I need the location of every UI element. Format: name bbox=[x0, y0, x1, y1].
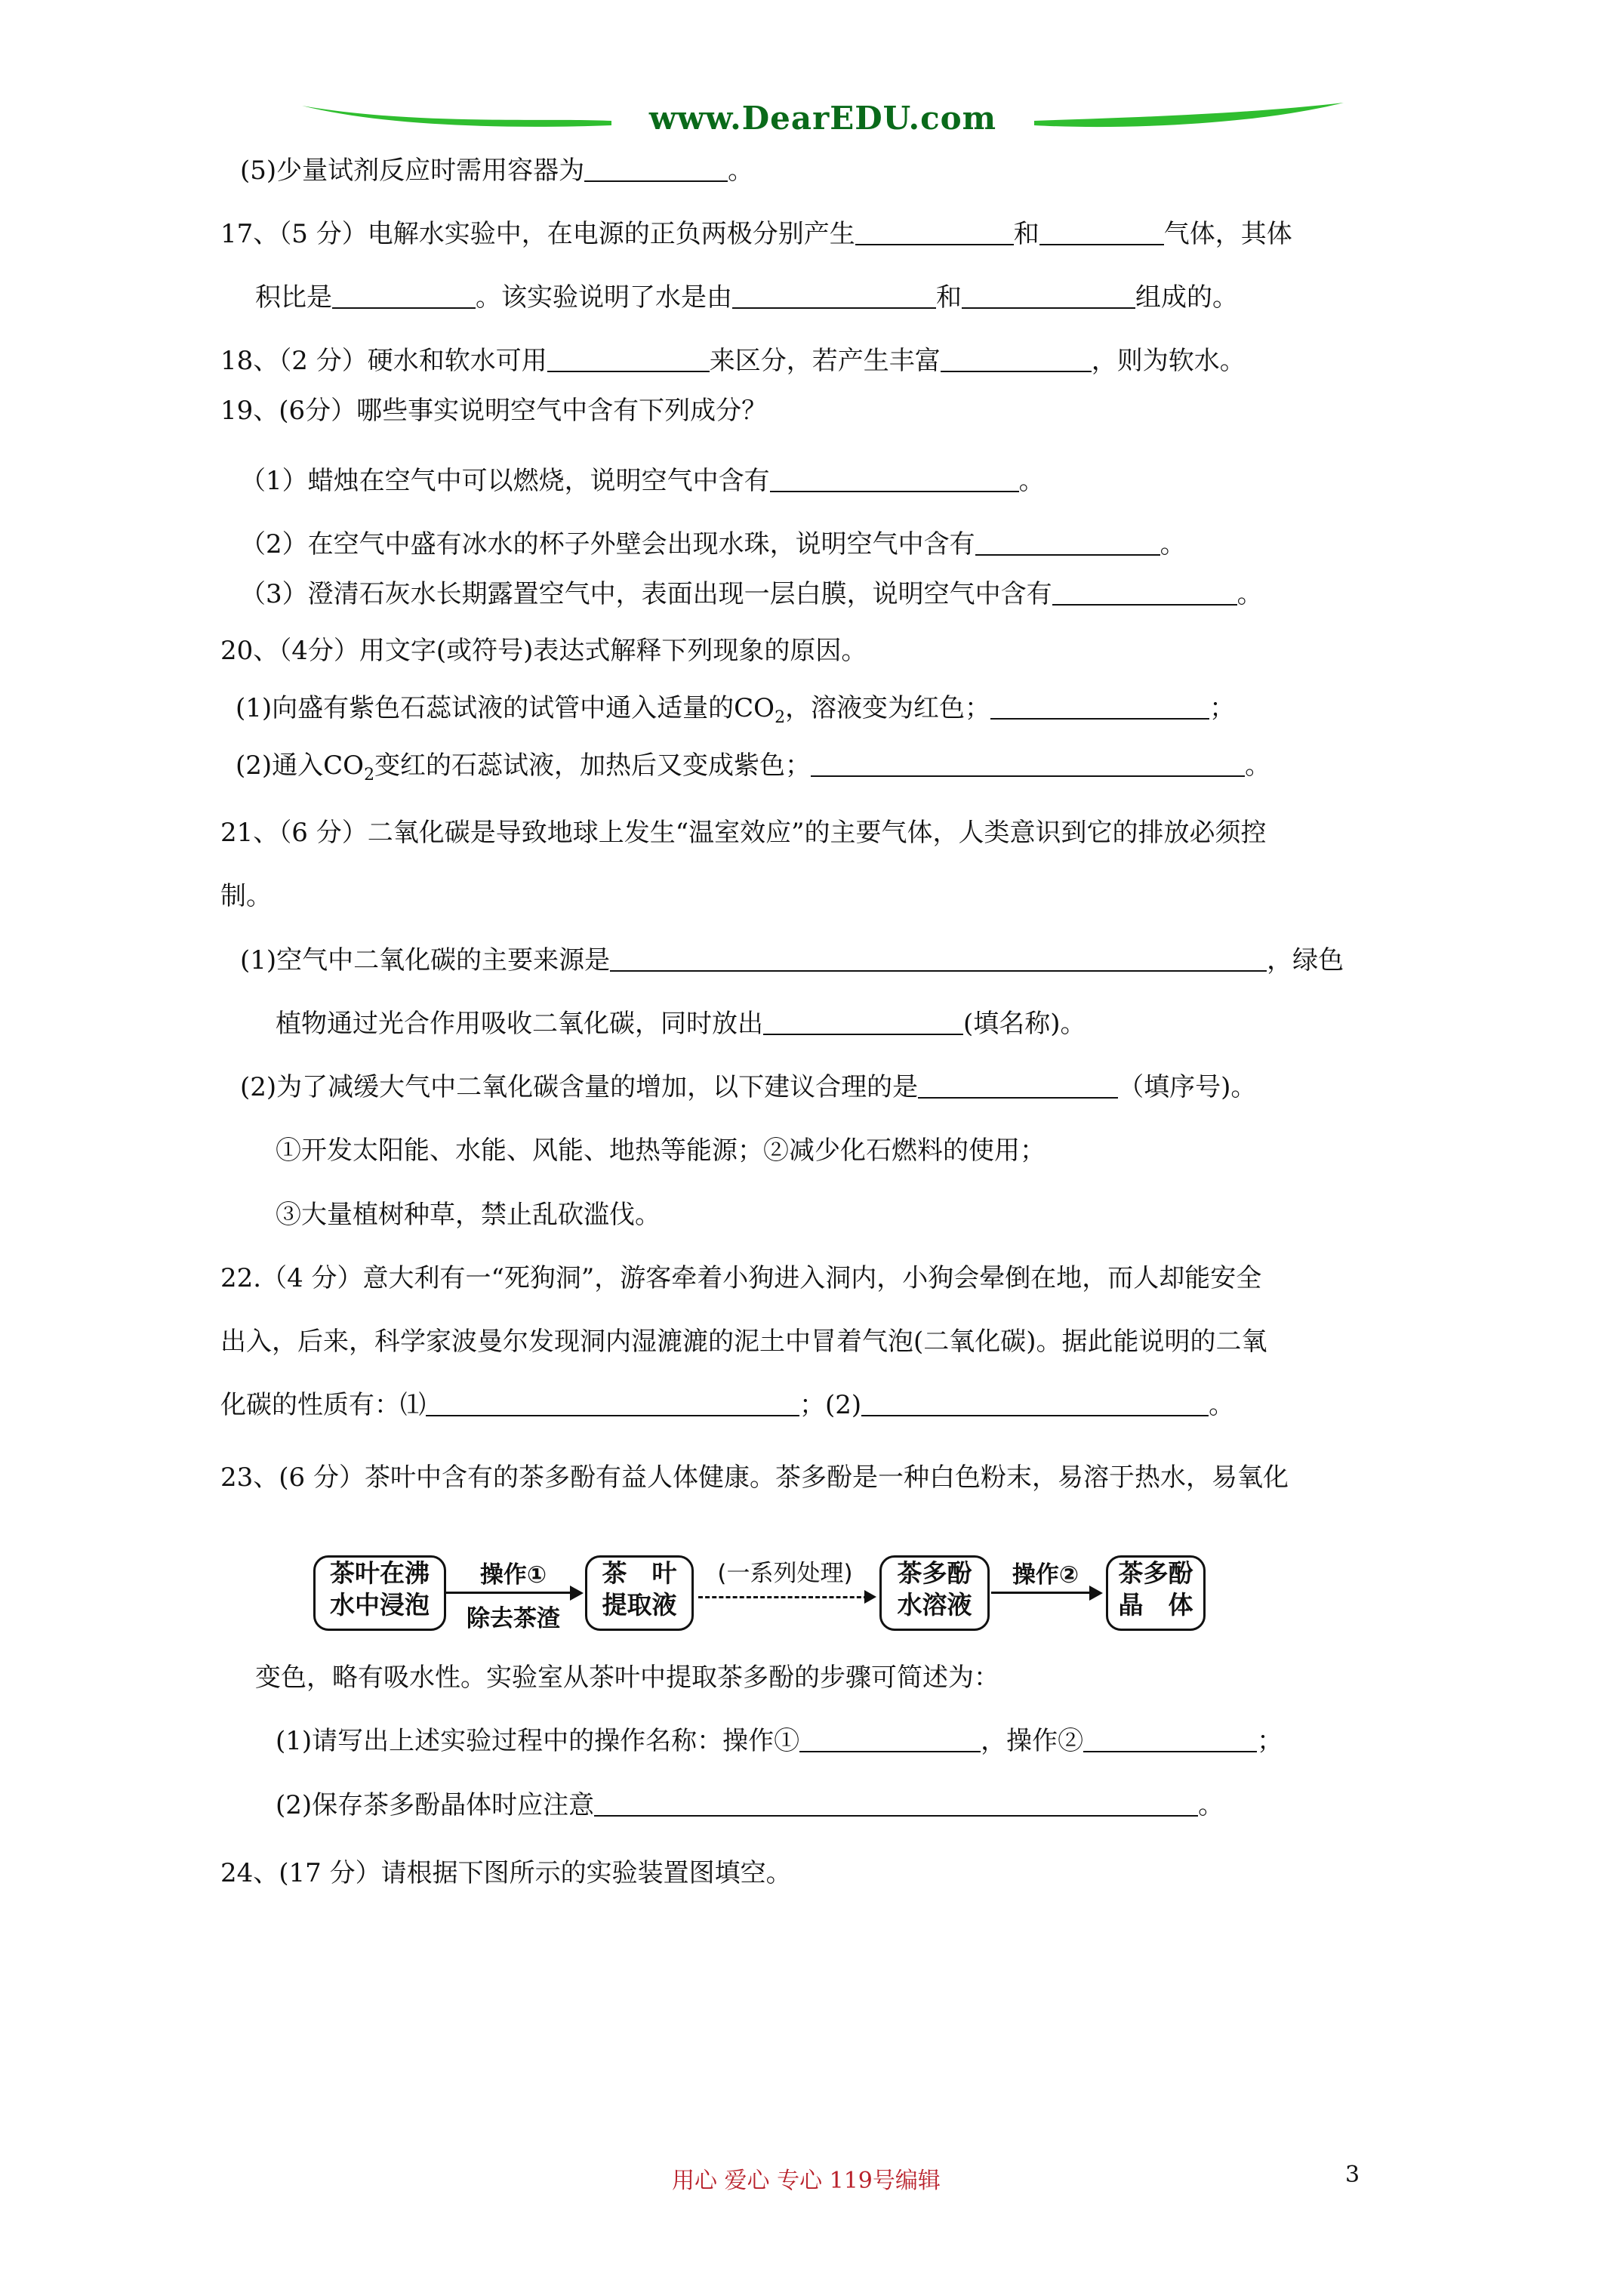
q19-1-text: （1）蜡烛在空气中可以燃烧，说明空气中含有 bbox=[240, 466, 770, 496]
q21-2-text-b: （填序号)。 bbox=[1118, 1072, 1257, 1102]
question-19-3 bbox=[240, 578, 1263, 611]
q20-2-text-a: (2)通入CO bbox=[236, 750, 365, 781]
answer-blank[interactable] bbox=[763, 1011, 963, 1035]
punct: ； bbox=[1209, 693, 1236, 723]
q21-1-text-a: (1)空气中二氧化碳的主要来源是 bbox=[240, 945, 611, 975]
header-logo bbox=[302, 95, 1344, 140]
question-19-title: 19、(6分）哪些事实说明空气中含有下列成分？ bbox=[220, 396, 768, 426]
flow-box-text: 提取液 bbox=[602, 1590, 677, 1620]
flow-box-solution bbox=[879, 1555, 990, 1631]
question-24-title: 24、(17 分）请根据下图所示的实验装置图填空。 bbox=[220, 1858, 792, 1888]
question-22-line2: 出入，后来，科学家波曼尔发现洞内湿漉漉的泥土中冒着气泡(二氧化碳)。据此能说明的二氧 bbox=[220, 1327, 1267, 1357]
flow-arrow-dashed bbox=[698, 1596, 868, 1598]
item-5-line bbox=[240, 154, 753, 187]
question-20-title: 20、（4分）用文字(或符号)表达式解释下列现象的原因。 bbox=[220, 636, 867, 666]
answer-blank[interactable] bbox=[990, 695, 1209, 720]
punct: ； bbox=[1257, 1726, 1283, 1756]
question-23-line2: 变色，略有吸水性。实验室从茶叶中提取茶多酚的步骤可简述为： bbox=[255, 1663, 999, 1693]
q17-text-c: 气体，其体 bbox=[1163, 219, 1292, 249]
answer-blank[interactable] bbox=[584, 158, 728, 182]
q23-2-text-a: (2)保存茶多酚晶体时应注意 bbox=[276, 1790, 595, 1820]
q22-text-c: 化碳的性质有：⑴ bbox=[220, 1390, 426, 1420]
flow-op2-label: 操作② bbox=[1012, 1561, 1079, 1589]
flow-box-text: 茶叶在沸 bbox=[330, 1558, 430, 1588]
punct: 。 bbox=[1209, 1390, 1235, 1420]
answer-blank[interactable] bbox=[941, 348, 1092, 372]
q19-3-text: （3）澄清石灰水长期露置空气中，表面出现一层白膜，说明空气中含有 bbox=[240, 579, 1052, 609]
question-17-line1 bbox=[220, 217, 1292, 251]
q18-text-b: 来区分，若产生丰富 bbox=[709, 346, 941, 376]
answer-blank[interactable] bbox=[332, 285, 476, 309]
flow-box-soak bbox=[313, 1555, 446, 1631]
question-21-option-3: ③大量植树种草，禁止乱砍滥伐。 bbox=[276, 1200, 661, 1230]
answer-blank[interactable] bbox=[918, 1074, 1118, 1099]
question-23-1 bbox=[276, 1724, 1283, 1758]
question-21-1-line1 bbox=[240, 944, 1344, 977]
q17-text-a: 17、（5 分）电解水实验中，在电源的正负两极分别产生 bbox=[220, 219, 855, 249]
punct: 。 bbox=[728, 156, 754, 186]
question-22-line1: 22.（4 分）意大利有一“死狗洞”，游客牵着小狗进入洞内，小狗会晕倒在地，而人却能安全 bbox=[220, 1263, 1262, 1293]
q21-1-text-b: ，绿色 bbox=[1267, 945, 1344, 975]
item-5-text: (5)少量试剂反应时需用容器为 bbox=[240, 156, 585, 186]
answer-blank[interactable] bbox=[594, 1792, 1198, 1817]
answer-blank[interactable] bbox=[547, 348, 710, 372]
answer-blank[interactable] bbox=[610, 948, 1267, 972]
q21-2-text-a: (2)为了减缓大气中二氧化碳含量的增加，以下建议合理的是 bbox=[240, 1072, 919, 1102]
answer-blank[interactable] bbox=[799, 1728, 981, 1752]
q23-1-text-a: (1)请写出上述实验过程中的操作名称：操作① bbox=[276, 1726, 800, 1756]
question-20-2 bbox=[236, 749, 1270, 792]
q17-text-d: 积比是 bbox=[255, 282, 332, 313]
flow-box-extract bbox=[585, 1555, 694, 1631]
question-21-2 bbox=[240, 1071, 1256, 1104]
q20-1-text-a: (1)向盛有紫色石蕊试液的试管中通入适量的CO bbox=[236, 693, 775, 723]
flow-box-text: 水溶液 bbox=[897, 1590, 972, 1620]
flow-op1-sublabel: 除去茶渣 bbox=[467, 1605, 560, 1632]
q17-text-g: 组成的。 bbox=[1135, 282, 1238, 313]
q22-text-d: ；(2) bbox=[799, 1390, 862, 1420]
question-23-2 bbox=[276, 1789, 1224, 1822]
tea-polyphenol-flowchart bbox=[313, 1548, 1212, 1646]
q18-text-a: 18、（2 分）硬水和软水可用 bbox=[220, 346, 547, 376]
punct: 。 bbox=[1198, 1790, 1224, 1820]
question-18-line bbox=[220, 344, 1246, 378]
answer-blank[interactable] bbox=[1039, 221, 1164, 245]
question-23-line1: 23、(6 分）茶叶中含有的茶多酚有益人体健康。茶多酚是一种白色粉末，易溶于热水，易氧化 bbox=[220, 1462, 1289, 1493]
answer-blank[interactable] bbox=[770, 468, 1019, 492]
answer-blank[interactable] bbox=[811, 753, 1245, 777]
question-20-1 bbox=[236, 692, 1235, 735]
q19-2-text: （2）在空气中盛有冰水的杯子外壁会出现水珠，说明空气中含有 bbox=[240, 529, 975, 559]
punct: 。 bbox=[1236, 579, 1263, 609]
q17-text-b: 和 bbox=[1013, 219, 1039, 249]
punct: 。 bbox=[1018, 466, 1045, 496]
question-19-1 bbox=[240, 464, 1045, 498]
answer-blank[interactable] bbox=[732, 285, 936, 309]
page-number: 3 bbox=[1345, 2162, 1360, 2188]
flow-arrow-1 bbox=[446, 1592, 576, 1594]
subscript: 2 bbox=[364, 765, 375, 784]
q23-1-text-b: ，操作② bbox=[981, 1726, 1084, 1756]
question-19-2 bbox=[240, 528, 1186, 561]
q17-text-e: 。该实验说明了水是由 bbox=[476, 282, 732, 313]
q21-1-text-d: (填名称)。 bbox=[963, 1009, 1086, 1039]
flow-box-text: 晶 体 bbox=[1118, 1590, 1193, 1620]
answer-blank[interactable] bbox=[861, 1392, 1209, 1416]
flow-arrow-2 bbox=[991, 1592, 1093, 1594]
punct: 。 bbox=[1160, 529, 1186, 559]
question-22-line3 bbox=[220, 1388, 1234, 1422]
arrow-head-icon bbox=[864, 1590, 876, 1604]
q20-1-text-b: ，溶液变为红色； bbox=[785, 693, 991, 723]
arrow-head-icon bbox=[1089, 1586, 1103, 1601]
punct: 。 bbox=[1245, 750, 1271, 781]
question-17-line2 bbox=[255, 281, 1238, 314]
footer-note: 用心 爱心 专心 119号编辑 bbox=[672, 2168, 941, 2194]
arrow-head-icon bbox=[570, 1586, 584, 1601]
answer-blank[interactable] bbox=[1083, 1728, 1257, 1752]
answer-blank[interactable] bbox=[962, 285, 1135, 309]
flow-box-text: 水中浸泡 bbox=[330, 1590, 430, 1620]
flow-box-text: 茶多酚 bbox=[1118, 1558, 1193, 1588]
answer-blank[interactable] bbox=[975, 532, 1160, 556]
answer-blank[interactable] bbox=[1052, 581, 1237, 606]
flow-mid-label: (一系列处理) bbox=[717, 1560, 853, 1587]
flow-op1-label: 操作① bbox=[479, 1561, 547, 1589]
site-name: www.DearEDU.com bbox=[648, 100, 997, 137]
question-21-1-line2 bbox=[276, 1007, 1086, 1040]
q17-text-f: 和 bbox=[936, 282, 962, 313]
flow-box-text: 茶 叶 bbox=[602, 1558, 677, 1588]
answer-blank[interactable] bbox=[855, 221, 1014, 245]
question-21-line2: 制。 bbox=[220, 881, 272, 911]
q18-text-c: ，则为软水。 bbox=[1091, 346, 1246, 376]
subscript: 2 bbox=[775, 707, 786, 727]
answer-blank[interactable] bbox=[426, 1392, 799, 1416]
question-21-line1: 21、（6 分）二氧化碳是导致地球上发生“温室效应”的主要气体，人类意识到它的排放必须控 bbox=[220, 818, 1267, 848]
flow-box-text: 茶多酚 bbox=[897, 1558, 972, 1588]
q21-1-text-c: 植物通过光合作用吸收二氧化碳，同时放出 bbox=[276, 1009, 763, 1039]
q20-2-text-b: 变红的石蕊试液，加热后又变成紫色； bbox=[374, 750, 812, 781]
question-21-option-1-2: ①开发太阳能、水能、风能、地热等能源；②减少化石燃料的使用； bbox=[276, 1136, 1046, 1166]
flow-box-crystal bbox=[1106, 1555, 1206, 1631]
